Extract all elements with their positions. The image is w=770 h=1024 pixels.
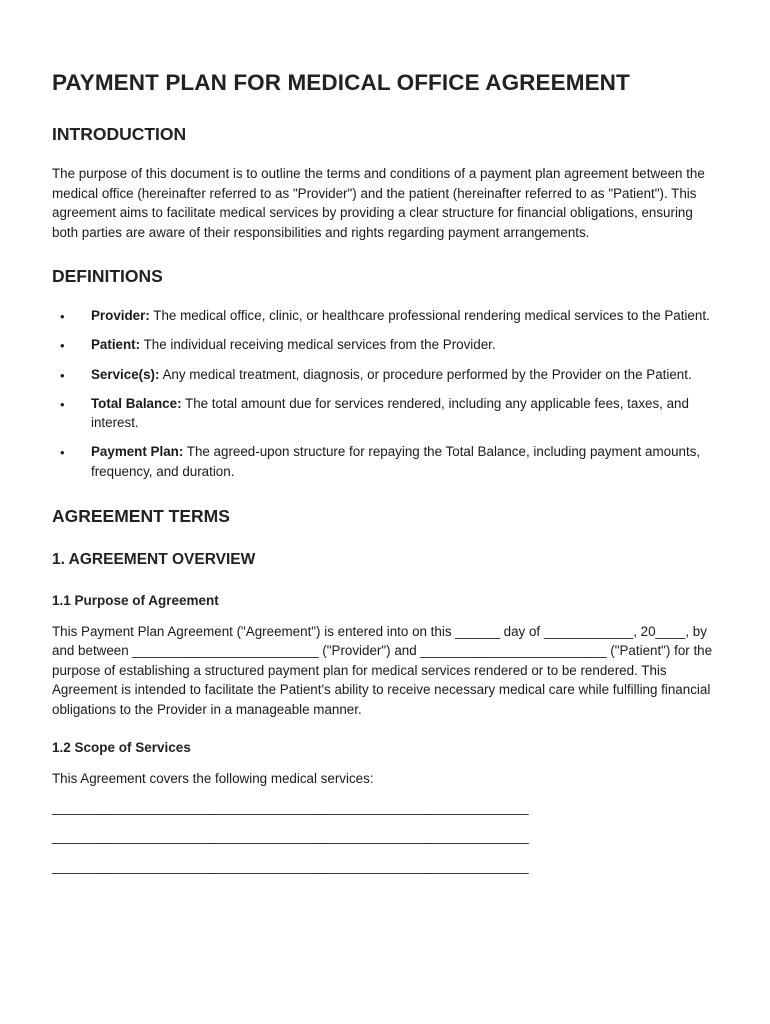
definition-term: Payment Plan: — [91, 444, 184, 460]
agreement-terms-heading: AGREEMENT TERMS — [52, 505, 230, 526]
purpose-heading: 1.1 Purpose of Agreement — [52, 592, 219, 608]
bullet-icon: • — [60, 445, 65, 461]
definition-text: The individual receiving medical services from the Provider. — [140, 337, 496, 353]
services-blank-line-1[interactable]: ________________________________________________________________ — [52, 800, 529, 816]
definition-item-patient — [52, 335, 718, 355]
agreement-overview-heading: 1. AGREEMENT OVERVIEW — [52, 550, 256, 568]
definition-text: The total amount due for services rendered, including any applicable fees, taxes, and interest. — [91, 395, 689, 431]
definitions-heading: DEFINITIONS — [52, 266, 163, 287]
introduction-heading: INTRODUCTION — [52, 124, 187, 144]
services-blank-line-3[interactable]: ________________________________________________________________ — [52, 858, 529, 874]
document-title: PAYMENT PLAN FOR MEDICAL OFFICE AGREEMENT — [52, 70, 630, 95]
services-blank-line-2[interactable]: ________________________________________________________________ — [52, 829, 529, 845]
definition-item-services — [52, 365, 718, 385]
scope-text: This Agreement covers the following medical services: — [52, 770, 374, 786]
definition-text: The medical office, clinic, or healthcare professional rendering medical services to the Patient. — [149, 308, 710, 324]
purpose-text: This Payment Plan Agreement ("Agreement") is entered into on this ______ day of ____________, 20____, by and between _________________________ ("Provider") and _________________________ ("Patient") for the purpose of establishing a structured payment plan for medical services rendered or to be rendered. This Agreement is intended to facilitate the Patient's ability to receive necessary medical care while fulfilling financial obligations to the Provider in a manageable manner. — [52, 623, 713, 717]
bullet-icon: • — [60, 338, 65, 354]
bullet-icon: • — [60, 309, 65, 325]
definition-term: Total Balance: — [91, 395, 182, 411]
bullet-icon: • — [60, 396, 65, 412]
definition-item-provider — [52, 306, 718, 326]
definition-text: Any medical treatment, diagnosis, or procedure performed by the Provider on the Patient. — [159, 366, 692, 382]
definition-text: The agreed-upon structure for repaying the Total Balance, including payment amounts, frequency, and duration. — [91, 444, 701, 479]
scope-heading: 1.2 Scope of Services — [52, 739, 191, 755]
definition-item-total-balance — [52, 394, 718, 433]
definition-item-payment-plan — [52, 442, 718, 481]
definition-term: Service(s): — [91, 366, 160, 382]
bullet-icon: • — [60, 367, 65, 383]
definition-term: Patient: — [91, 337, 141, 353]
definition-term: Provider: — [91, 308, 150, 324]
definitions-list — [52, 306, 718, 481]
introduction-text: The purpose of this document is to outline the terms and conditions of a payment plan agreement between the medical office (hereinafter referred to as "Provider") and the patient (hereinafter referred to as "Patient"). This agreement aims to facilitate medical services by providing a clear structure for financial obligations, ensuring both parties are aware of their responsibilities and rights regarding payment arrangements. — [52, 166, 705, 240]
